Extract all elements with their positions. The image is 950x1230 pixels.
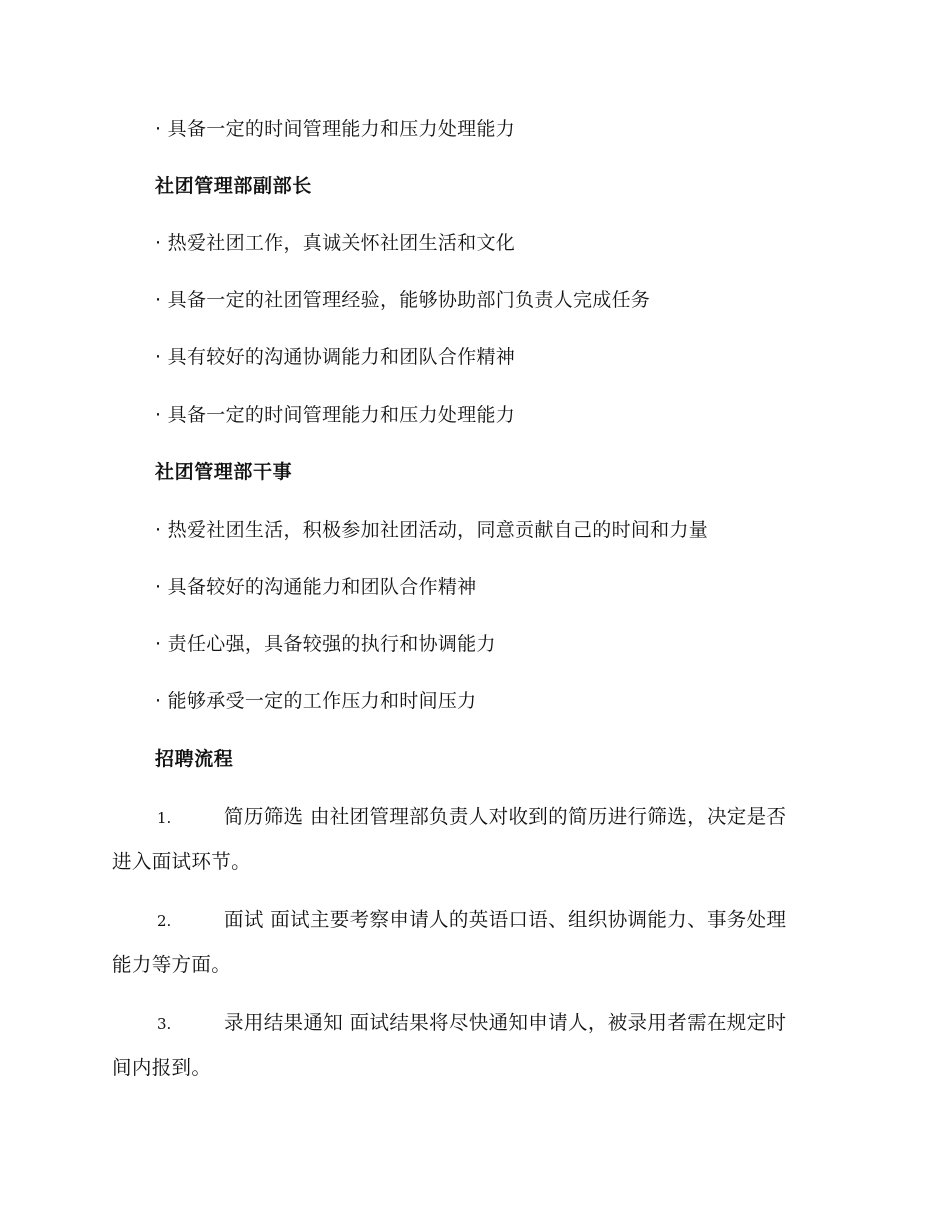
step-number: 3. bbox=[157, 1015, 172, 1033]
requirement-bullet: · 具备较好的沟通能力和团队合作精神 bbox=[155, 576, 477, 598]
step-text-continuation: 能力等方面。 bbox=[112, 953, 232, 976]
step-number: 2. bbox=[157, 912, 172, 930]
requirement-bullet: · 责任心强，具备较强的执行和协调能力 bbox=[155, 633, 496, 655]
section-heading-vice-minister: 社团管理部副部长 bbox=[155, 175, 312, 197]
section-heading-recruitment-process: 招聘流程 bbox=[155, 748, 234, 770]
requirement-bullet: · 热爱社团生活，积极参加社团活动，同意贡献自己的时间和力量 bbox=[155, 519, 709, 541]
step-text-continuation: 进入面试环节。 bbox=[112, 850, 251, 873]
requirement-bullet: · 具备一定的社团管理经验，能够协助部门负责人完成任务 bbox=[155, 289, 651, 311]
step-text-continuation: 间内报到。 bbox=[112, 1056, 212, 1079]
step-text-line: 简历筛选 由社团管理部负责人对收到的简历进行筛选，决定是否 bbox=[224, 805, 787, 828]
step-text-line: 面试 面试主要考察申请人的英语口语、组织协调能力、事务处理 bbox=[224, 908, 787, 931]
requirement-bullet: · 热爱社团工作，真诚关怀社团生活和文化 bbox=[155, 232, 516, 254]
requirement-bullet: · 具有较好的沟通协调能力和团队合作精神 bbox=[155, 346, 516, 368]
step-text-line: 录用结果通知 面试结果将尽快通知申请人，被录用者需在规定时 bbox=[224, 1011, 787, 1034]
requirement-bullet: · 能够承受一定的工作压力和时间压力 bbox=[155, 690, 477, 712]
requirement-bullet: · 具备一定的时间管理能力和压力处理能力 bbox=[155, 118, 516, 140]
section-heading-staff: 社团管理部干事 bbox=[155, 461, 293, 483]
requirement-bullet: · 具备一定的时间管理能力和压力处理能力 bbox=[155, 404, 516, 426]
step-number: 1. bbox=[157, 809, 172, 827]
